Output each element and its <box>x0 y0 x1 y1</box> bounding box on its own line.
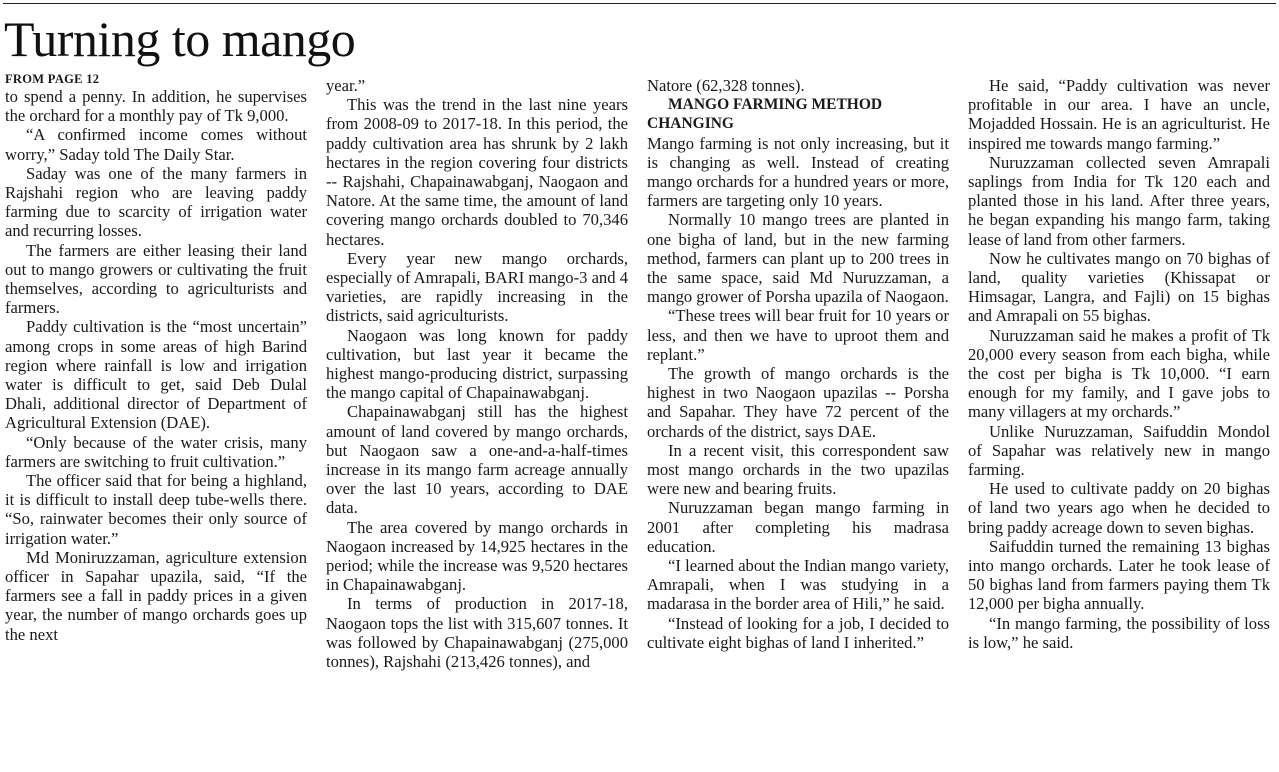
paragraph: Naogaon was long known for paddy cultivation, but last year it became the highest mango-producing district, surpassing the mango capital of Chapainawabganj. <box>326 325 628 403</box>
paragraph: He said, “Paddy cultivation was never profitable in our area. I have an uncle, Mojadded Hossain. He is an agriculturist. He inspired me towards mango farming.” <box>968 76 1270 153</box>
top-rule <box>3 3 1276 4</box>
paragraph: “A confirmed income comes without worry,” Saday told The Daily Star. <box>5 125 307 164</box>
article-column-4 <box>968 76 1270 772</box>
paragraph: Nuruzzaman said he makes a profit of Tk 20,000 every season from each bigha, while the cost per bigha is Tk 10,000. “I earn enough for my family, and I gave jobs to many villagers at my orchards.” <box>968 325 1270 422</box>
paragraph: Every year new mango orchards, especially of Amrapali, BARI mango-3 and 4 varieties, are rapidly increasing in the districts, said agriculturists. <box>326 248 628 326</box>
paragraph: “These trees will bear fruit for 10 years or less, and then we have to uproot them and replant.” <box>647 306 949 364</box>
subhead: MANGO FARMING METHOD CHANGING <box>647 96 883 133</box>
paragraph: Chapainawabganj still has the highest amount of land covered by mango orchards, but Naogaon saw a one-and-a-half-times increase in its mango farm acreage annually over the last 10 years, according to DAE data. <box>326 402 628 518</box>
paragraph: “In mango farming, the possibility of loss is low,” he said. <box>968 613 1270 652</box>
paragraph: He used to cultivate paddy on 20 bighas of land two years ago when he decided to bring paddy acreage down to seven bighas. <box>968 479 1270 537</box>
paragraph: Mango farming is not only increasing, but it is changing as well. Instead of creating mango orchards for a hundred years or more, farmers are targeting only 10 years. <box>647 133 949 211</box>
paragraph: Nuruzzaman began mango farming in 2001 after completing his madrasa education. <box>647 498 949 556</box>
paragraph: Natore (62,328 tonnes). <box>647 76 805 95</box>
paragraph: Unlike Nuruzzaman, Saifuddin Mondol of Sapahar was relatively new in mango farming. <box>968 421 1270 480</box>
paragraph: Now he cultivates mango on 70 bighas of land, quality varieties (Khissapat or Himsagar, Langra, and Fajli) on 15 bighas and Amrapali on 55 bighas. <box>968 248 1270 326</box>
paragraph: The officer said that for being a highland, it is difficult to install deep tube-wells there. “So, rainwater becomes their only source of irrigation water.” <box>5 471 307 548</box>
paragraph: to spend a penny. In addition, he supervises the orchard for a monthly pay of Tk 9,000. <box>5 87 307 126</box>
paragraph: Nuruzzaman collected seven Amrapali saplings from India for Tk 120 each and planted those in his land. After three years, he began expanding his mango farm, taking lease of land from other farmers. <box>968 152 1270 249</box>
paragraph: Md Moniruzzaman, agriculture extension officer in Sapahar upazila, said, “If the farmers see a fall in paddy prices in a given year, the number of mango orchards goes up the next <box>5 547 307 644</box>
jump-line: FROM PAGE 12 <box>5 72 100 86</box>
paragraph: In terms of production in 2017-18, Naogaon tops the list with 315,607 tonnes. It was followed by Chapainawabganj (275,000 tonnes), Rajshahi (213,426 tonnes), and <box>326 594 628 672</box>
paragraph: Paddy cultivation is the “most uncertain” among crops in some areas of high Barind region where rainfall is low and irrigation water is difficult to get, said Deb Dulal Dhali, additional director of Department of Agricultural Extension (DAE). <box>5 317 307 433</box>
article-column-2 <box>326 76 628 772</box>
paragraph: This was the trend in the last nine years from 2008-09 to 2017-18. In this period, the paddy cultivation area has shrunk by 2 lakh hectares in the region covering four districts -- Rajshahi, Chapainawabganj, Naogaon and Natore. At the same time, the amount of land covering mango orchards doubled to 70,346 hectares. <box>326 95 628 249</box>
paragraph: “Instead of looking for a job, I decided to cultivate eight bighas of land I inherited.” <box>647 613 949 652</box>
paragraph: year.” <box>326 76 366 95</box>
paragraph: Saday was one of the many farmers in Rajshahi region who are leaving paddy farming due to scarcity of irrigation water and recurring losses. <box>5 163 307 241</box>
paragraph: “I learned about the Indian mango variety, Amrapali, when I was studying in a madarasa in the border area of Hili,” he said. <box>647 556 949 614</box>
paragraph: “Only because of the water crisis, many farmers are switching to fruit cultivation.” <box>5 432 307 471</box>
paragraph: In a recent visit, this correspondent saw most mango orchards in the two upazilas were new and bearing fruits. <box>647 440 949 499</box>
article-column-1 <box>5 72 307 768</box>
paragraph: Normally 10 mango trees are planted in one bigha of land, but in the new farming method, farmers can plant up to 200 trees in the same space, said Md Nuruzzaman, a mango grower of Porsha upazila of Naogaon. <box>647 210 949 307</box>
article-column-3 <box>647 76 949 772</box>
paragraph: The area covered by mango orchards in Naogaon increased by 14,925 hectares in the period; while the increase was 9,520 hectares in Chapainawabganj. <box>326 517 628 595</box>
paragraph: The growth of mango orchards is the highest in two Naogaon upazilas -- Porsha and Sapahar. They have 72 percent of the orchards of the district, says DAE. <box>647 364 949 441</box>
paragraph: Saifuddin turned the remaining 13 bighas into mango orchards. Later he took lease of 50 bighas land from farmers paying them Tk 12,000 per bigha annually. <box>968 536 1270 614</box>
paragraph: The farmers are either leasing their land out to mango growers or cultivating the fruit themselves, according to agriculturists and farmers. <box>5 240 307 318</box>
headline: Turning to mango <box>4 11 356 67</box>
